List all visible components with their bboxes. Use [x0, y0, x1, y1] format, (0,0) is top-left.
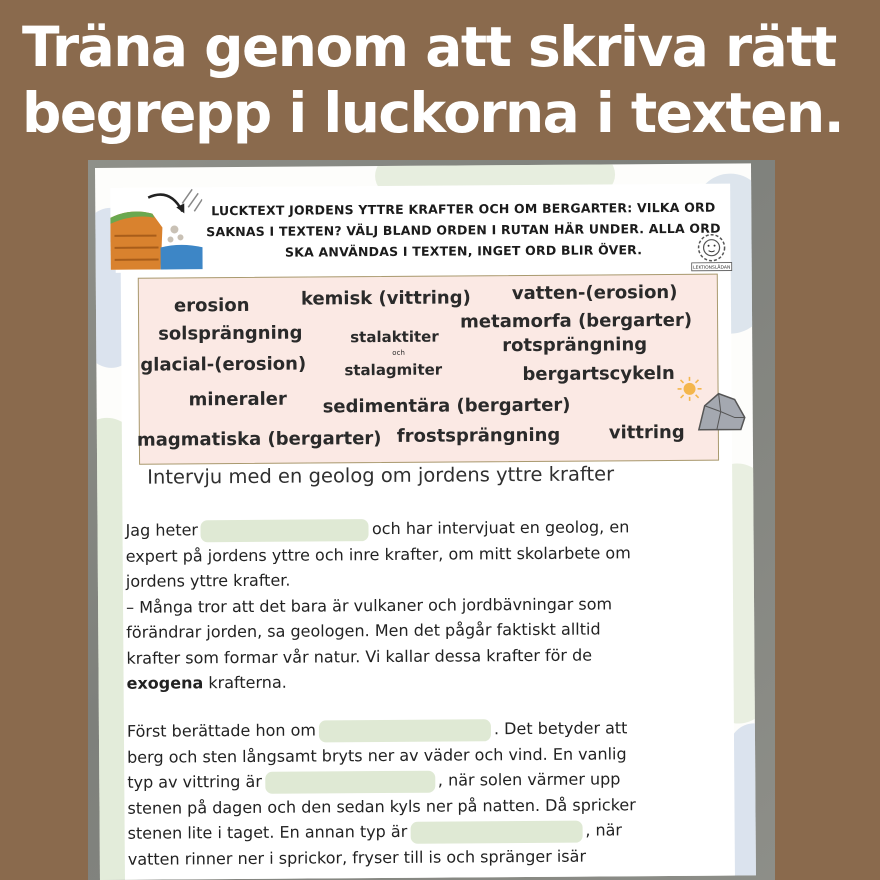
word-erosion: erosion	[173, 294, 250, 317]
text-line	[127, 666, 747, 696]
worksheet-subtitle: Intervju med en geolog om jordens yttre krafter	[147, 462, 615, 489]
word-kemisk: kemisk (vittring)	[300, 287, 471, 310]
blank-gap[interactable]	[319, 719, 491, 742]
word-frostsprangning: frostsprängning	[396, 424, 561, 447]
word-sedimentara: sedimentära (bergarter)	[322, 394, 571, 418]
text-line: förändrar jorden, sa geologen. Men det pågår faktiskt alltid	[126, 619, 601, 642]
paragraph-1	[125, 513, 746, 696]
bold-term: exogena	[126, 673, 204, 693]
headline-line-2: begrepp i luckorna i texten.	[22, 81, 844, 145]
blank-gap[interactable]	[201, 519, 369, 542]
word-stalagmiter: stalagmiter	[344, 360, 443, 380]
text-line: vatten rinner ner i sprickor, fryser till is och spränger isär	[127, 846, 587, 869]
text-segment: Först berättade hon om	[126, 720, 317, 741]
word-solsprangning: solsprängning	[158, 322, 303, 345]
text-segment: stenen lite i taget. En annan typ är	[127, 821, 408, 843]
text-line: expert på jordens yttre och inre krafter, om mitt skolarbete om	[125, 542, 631, 566]
text-line: berg och sten långsamt bryts ner av väder och vind. En vanlig	[127, 743, 627, 767]
word-vittring: vittring	[608, 421, 685, 444]
paragraph-2	[127, 714, 748, 871]
word-vatten: vatten-(erosion)	[511, 281, 678, 305]
text-segment: typ av vittring är	[127, 771, 262, 792]
text-segment: , när solen värmer upp	[437, 769, 621, 790]
text-segment: och har intervjuat en geolog, en	[371, 517, 630, 539]
text-segment: , när	[585, 820, 623, 840]
text-segment: . Det betyder att	[493, 718, 628, 739]
word-metamorfa: metamorfa (bergarter)	[460, 309, 693, 333]
text-segment: Jag heter	[125, 520, 199, 540]
worksheet-instructions: LUCKTEXT JORDENS YTTRE KRAFTER OCH OM BERGARTER: VILKA ORD SAKNAS I TEXTEN? VÄLJ BLAND ORDEN I RUTAN HÄR UNDER. ALLA ORD SKA ANVÄNDAS I TEXTEN, INGET ORD BLIR ÖVER.	[206, 199, 721, 260]
text-line: – Många tror att det bara är vulkaner och jordbävningar som	[125, 593, 613, 617]
word-bergartscykeln: bergartscykeln	[522, 362, 675, 386]
word-glacial: glacial-(erosion)	[140, 353, 307, 376]
rock-icon	[695, 387, 747, 433]
headline	[22, 14, 862, 146]
text-line: krafter som formar vår natur. Vi kallar dessa krafter för de	[126, 645, 593, 668]
text-segment: krafterna.	[208, 672, 287, 693]
logo-text: LEKTIONSLÅDAN	[693, 265, 731, 271]
text-line: jordens yttre krafter.	[125, 570, 291, 591]
blank-gap[interactable]	[410, 820, 582, 843]
worksheet-paper	[95, 163, 756, 880]
word-mineraler: mineraler	[188, 388, 287, 411]
cliff-illustration-icon	[110, 187, 203, 270]
word-rotsprangning: rotsprängning	[502, 334, 648, 357]
word-magmatiska: magmatiska (bergarter)	[136, 428, 382, 451]
lion-logo-icon	[689, 232, 733, 272]
word-och: och	[392, 348, 405, 357]
text-line: stenen på dagen och den sedan kyls ner på natten. Då spricker	[127, 794, 636, 818]
headline-line-1: Träna genom att skriva rätt	[22, 15, 836, 79]
word-stalaktiter: stalaktiter	[350, 327, 439, 347]
blank-gap[interactable]	[265, 770, 435, 793]
